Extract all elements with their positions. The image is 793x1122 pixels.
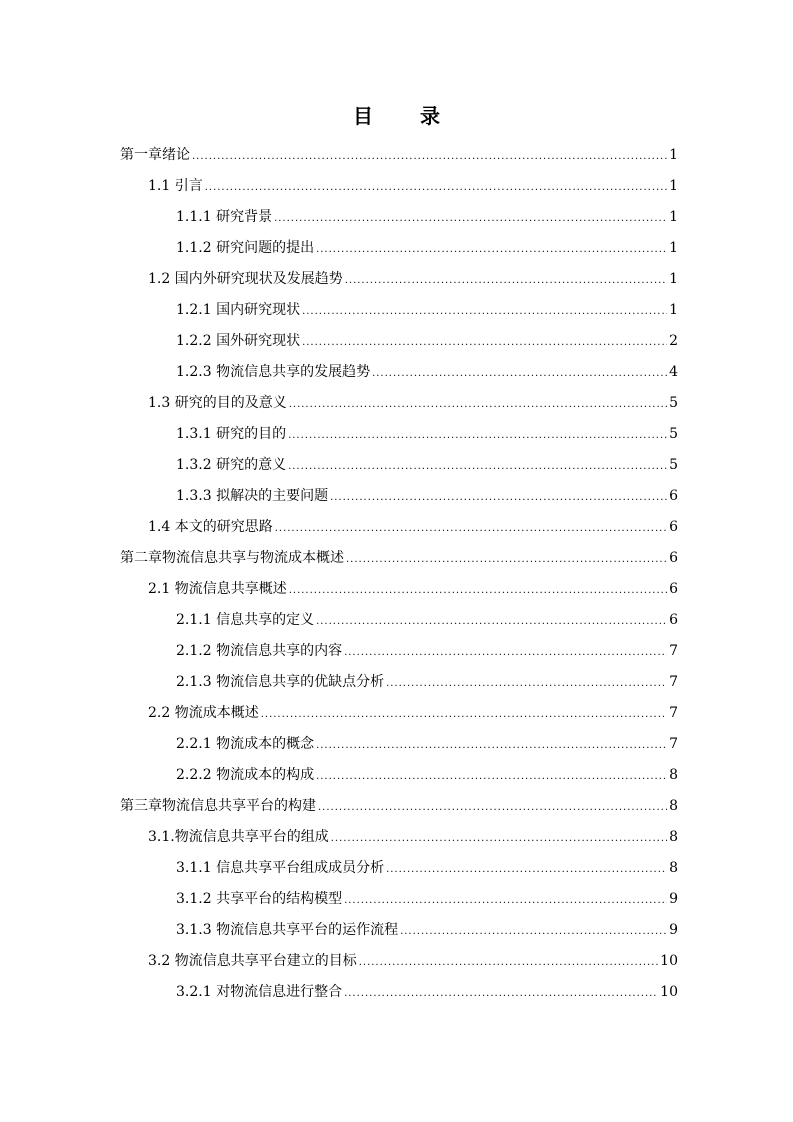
toc-leader-dots xyxy=(345,265,667,296)
toc-entry-title: 3.1.物流信息共享平台的组成 xyxy=(148,829,329,845)
toc-entry[interactable] xyxy=(120,636,678,667)
toc-entry-title: 2.2 物流成本概述 xyxy=(148,705,259,721)
toc-entry-title: 2.1.2 物流信息共享的内容 xyxy=(176,643,343,659)
toc-entry-page: 6 xyxy=(669,488,678,504)
toc-leader-dots xyxy=(302,327,667,358)
toc-entry-title: 3.1.3 物流信息共享平台的运作流程 xyxy=(176,922,399,938)
toc-entry-page: 7 xyxy=(669,643,678,659)
toc-entry[interactable] xyxy=(120,977,678,1008)
toc-entry-title: 2.1.3 物流信息共享的优缺点分析 xyxy=(176,674,385,690)
toc-entry-title: 1.2.2 国外研究现状 xyxy=(176,333,301,349)
table-of-contents xyxy=(120,140,678,1008)
toc-entry[interactable] xyxy=(120,233,678,264)
toc-entry-page: 4 xyxy=(669,364,678,380)
toc-leader-dots xyxy=(192,141,667,172)
toc-entry[interactable] xyxy=(120,543,678,574)
toc-entry-title: 1.2.3 物流信息共享的发展趋势 xyxy=(176,364,371,380)
toc-entry[interactable] xyxy=(120,326,678,357)
toc-entry[interactable] xyxy=(120,171,678,202)
toc-entry[interactable] xyxy=(120,295,678,326)
toc-entry-title: 第二章物流信息共享与物流成本概述 xyxy=(120,550,344,566)
toc-entry[interactable] xyxy=(120,574,678,605)
toc-entry[interactable] xyxy=(120,481,678,512)
toc-entry-page: 1 xyxy=(669,240,678,256)
toc-entry-title: 3.2 物流信息共享平台建立的目标 xyxy=(148,953,357,969)
toc-entry-page: 1 xyxy=(669,271,678,287)
toc-leader-dots xyxy=(372,358,667,389)
toc-entry[interactable] xyxy=(120,822,678,853)
toc-leader-dots xyxy=(318,792,667,823)
toc-leader-dots xyxy=(346,544,667,575)
toc-entry-title: 第一章绪论 xyxy=(120,147,190,163)
toc-entry[interactable] xyxy=(120,512,678,543)
toc-entry-page: 8 xyxy=(669,798,678,814)
toc-entry-page: 6 xyxy=(669,519,678,535)
toc-entry-page: 8 xyxy=(669,767,678,783)
toc-leader-dots xyxy=(344,978,658,1009)
toc-entry[interactable] xyxy=(120,202,678,233)
toc-entry-page: 2 xyxy=(669,333,678,349)
toc-entry[interactable] xyxy=(120,729,678,760)
toc-entry-page: 1 xyxy=(669,178,678,194)
toc-leader-dots xyxy=(316,606,667,637)
toc-entry-page: 7 xyxy=(669,705,678,721)
toc-entry-title: 1.3.3 拟解决的主要问题 xyxy=(176,488,329,504)
toc-entry-title: 2.1.1 信息共享的定义 xyxy=(176,612,315,628)
toc-entry-page: 9 xyxy=(669,922,678,938)
toc-leader-dots xyxy=(359,947,658,978)
toc-leader-dots xyxy=(289,575,667,606)
toc-leader-dots xyxy=(386,668,667,699)
toc-leader-dots xyxy=(400,916,667,947)
toc-leader-dots xyxy=(289,389,667,420)
toc-entry[interactable] xyxy=(120,698,678,729)
toc-leader-dots xyxy=(386,854,667,885)
toc-entry-title: 1.1 引言 xyxy=(148,178,203,194)
toc-entry-page: 7 xyxy=(669,736,678,752)
toc-entry-title: 1.1.2 研究问题的提出 xyxy=(176,240,315,256)
toc-entry-page: 1 xyxy=(669,147,678,163)
toc-entry-page: 6 xyxy=(669,581,678,597)
toc-entry-page: 6 xyxy=(669,612,678,628)
toc-leader-dots xyxy=(316,234,667,265)
toc-entry[interactable] xyxy=(120,605,678,636)
toc-entry-page: 10 xyxy=(660,984,678,1000)
toc-entry[interactable] xyxy=(120,884,678,915)
toc-entry[interactable] xyxy=(120,388,678,419)
toc-leader-dots xyxy=(261,699,667,730)
toc-entry[interactable] xyxy=(120,915,678,946)
toc-entry[interactable] xyxy=(120,853,678,884)
toc-entry-page: 1 xyxy=(669,209,678,225)
toc-leader-dots xyxy=(344,885,667,916)
toc-entry-page: 8 xyxy=(669,829,678,845)
toc-entry-title: 2.2.2 物流成本的构成 xyxy=(176,767,315,783)
toc-entry-title: 第三章物流信息共享平台的构建 xyxy=(120,798,316,814)
toc-entry[interactable] xyxy=(120,357,678,388)
toc-entry[interactable] xyxy=(120,450,678,481)
toc-leader-dots xyxy=(302,296,667,327)
toc-leader-dots xyxy=(330,482,667,513)
toc-entry[interactable] xyxy=(120,946,678,977)
toc-entry-title: 3.1.1 信息共享平台组成成员分析 xyxy=(176,860,385,876)
toc-entry[interactable] xyxy=(120,791,678,822)
toc-leader-dots xyxy=(331,823,667,854)
toc-entry-page: 5 xyxy=(669,426,678,442)
toc-leader-dots xyxy=(344,637,667,668)
toc-entry-page: 7 xyxy=(669,674,678,690)
toc-leader-dots xyxy=(275,513,667,544)
toc-leader-dots xyxy=(288,451,667,482)
toc-entry-title: 1.2 国内外研究现状及发展趋势 xyxy=(148,271,343,287)
toc-entry-page: 6 xyxy=(669,550,678,566)
toc-leader-dots xyxy=(205,172,667,203)
toc-leader-dots xyxy=(288,420,667,451)
toc-entry[interactable] xyxy=(120,419,678,450)
toc-entry-title: 2.1 物流信息共享概述 xyxy=(148,581,287,597)
toc-entry-title: 1.1.1 研究背景 xyxy=(176,209,273,225)
toc-entry-page: 5 xyxy=(669,395,678,411)
toc-entry-page: 10 xyxy=(660,953,678,969)
toc-entry-title: 1.3 研究的目的及意义 xyxy=(148,395,287,411)
toc-entry[interactable] xyxy=(120,667,678,698)
page-title: 目 录 xyxy=(353,104,460,128)
toc-entry-page: 9 xyxy=(669,891,678,907)
toc-entry-title: 2.2.1 物流成本的概念 xyxy=(176,736,315,752)
toc-entry-title: 1.3.2 研究的意义 xyxy=(176,457,287,473)
toc-entry[interactable] xyxy=(120,760,678,791)
toc-entry[interactable] xyxy=(120,264,678,295)
toc-entry-title: 1.4 本文的研究思路 xyxy=(148,519,273,535)
toc-entry-page: 8 xyxy=(669,860,678,876)
toc-entry-title: 3.1.2 共享平台的结构模型 xyxy=(176,891,343,907)
toc-leader-dots xyxy=(316,730,667,761)
toc-entry-title: 1.2.1 国内研究现状 xyxy=(176,302,301,318)
toc-entry-page: 5 xyxy=(669,457,678,473)
toc-entry[interactable] xyxy=(120,140,678,171)
toc-entry-title: 3.2.1 对物流信息进行整合 xyxy=(176,984,343,1000)
toc-entry-page: 1 xyxy=(669,302,678,318)
toc-leader-dots xyxy=(274,203,667,234)
toc-leader-dots xyxy=(316,761,667,792)
toc-entry-title: 1.3.1 研究的目的 xyxy=(176,426,287,442)
